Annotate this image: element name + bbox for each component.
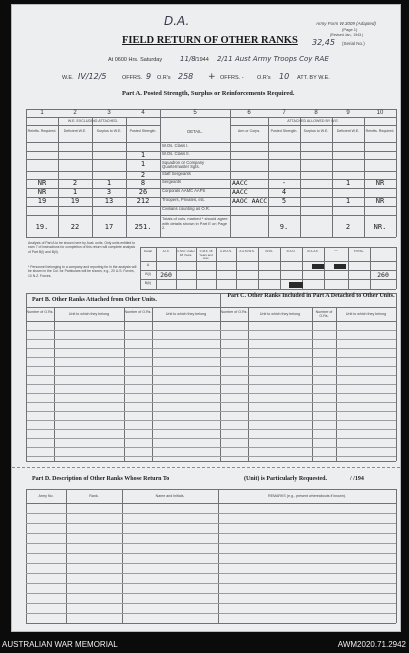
c-head-unit1: Unit to which they belong <box>259 312 301 316</box>
head-posted: Posted Strength. <box>129 129 157 133</box>
analysis-value-2-1: 260 <box>160 271 172 279</box>
page-number: (Page 1) <box>342 27 358 32</box>
offrs-value: 9 <box>146 72 152 81</box>
row-6-c4: 26 <box>138 188 148 196</box>
bc-row-rule <box>26 402 396 403</box>
head-deficient: Deficient W.E. <box>63 129 87 133</box>
col-num-3: 3 <box>107 110 111 116</box>
col-num-2: 2 <box>73 110 77 116</box>
analysis-head-3: C.M.F. Under 18 Years. <box>177 249 195 257</box>
analysis-head-6: A.A.M.W.S. <box>239 249 255 253</box>
bc-row-rule <box>26 348 396 349</box>
head-reinfts: Reinfts. Required. <box>27 129 57 133</box>
row-7-c9: 1 <box>345 197 351 205</box>
analysis-head-11: TOTAL. <box>353 249 365 253</box>
bc-right-rule <box>396 293 397 461</box>
row-5-c4: 8 <box>140 179 146 187</box>
bc-row-rule <box>26 366 396 367</box>
or-label: O.R's <box>157 75 171 81</box>
row-6-c3: 3 <box>106 188 112 196</box>
analysis-note-2: * Personnel belonging to a company and reporting for in the analysis will be shown in the Col. for Particulars will be shown, e.g., 20 U.S. Forces, 10 N.Z. Forces. <box>28 265 137 278</box>
col-num-7: 7 <box>282 110 286 116</box>
total-c9: 2 <box>345 223 351 231</box>
bc-row-rule <box>26 393 396 394</box>
d-row-rule <box>26 583 396 584</box>
bc-row-rule <box>26 330 396 331</box>
detail-heading: DETAIL. <box>187 129 203 134</box>
part-b-title: Part B. Other Ranks Attached from Other Units. <box>32 297 157 303</box>
unit-name: 2/11 Aust Army Troops Coy RAE <box>217 55 329 63</box>
analysis-head-4: C.M.F. 18 Years and over. <box>199 249 213 261</box>
row-7-c2: 19 <box>70 197 80 205</box>
d-col-rule <box>396 489 397 623</box>
d-row-rule <box>26 593 396 594</box>
archive-footer <box>0 638 409 653</box>
head-surplus: Surplus to W.E. <box>96 129 122 133</box>
row-1-detail: W.Os. Class I. <box>162 143 189 148</box>
analysis-value-2-11: 260 <box>377 271 389 279</box>
analysis-row-label-2: B(i) <box>145 272 151 276</box>
we-value: IV/12/5 <box>78 72 107 81</box>
d-head-army-no: Army No. <box>38 494 54 498</box>
bc-row-rule <box>26 339 396 340</box>
footer-accession: AWM2020.71.2942 <box>337 640 406 649</box>
d-head-rank: Rank. <box>89 494 99 498</box>
row-5-detail: Sergeants <box>162 179 182 184</box>
head-deficient-r: Deficient W.E. <box>336 129 360 133</box>
col-num-6: 6 <box>247 110 251 116</box>
d-head-name: Name and Initials. <box>155 494 185 498</box>
bc-row-rule <box>26 357 396 358</box>
d-row-rule <box>26 603 396 604</box>
report-date: 11/8 <box>180 55 196 63</box>
total-c7: 9. <box>279 223 289 231</box>
part-a-title: Part A. Posted Strength, Surplus or Reinforcements Required. <box>122 90 295 97</box>
d-bottom-rule <box>26 623 396 624</box>
part-d-title-mid: (Unit) is Particularly Requested. <box>244 476 327 482</box>
d-row-rule <box>26 563 396 564</box>
totals-detail: Totals of cols. marked * should agree with details shown in Part E on Page 2. <box>162 216 228 231</box>
redaction-ran <box>312 264 324 269</box>
row-3-c4: 1 <box>140 160 146 168</box>
group-left-heading: W.E. EXCLUDING ATTACHED. <box>67 119 119 123</box>
row-8-detail: Civilians counting as O.R. <box>162 206 210 211</box>
or2-label: O.R's <box>257 75 271 81</box>
form-sheet <box>11 4 401 632</box>
at-line-label: At 0600 Hrs. Saturday <box>108 57 163 63</box>
bc-left-rule <box>26 293 27 461</box>
col-num-1: 1 <box>40 110 44 116</box>
analysis-head-2: A.I.F. <box>162 249 170 253</box>
bc-row-rule <box>26 429 396 430</box>
d-row-rule <box>26 523 396 524</box>
offrs-label: OFFRS. <box>122 75 143 81</box>
head-reinfts-r: Reinfts. Required. <box>365 129 395 133</box>
col-num-4: 4 <box>141 110 145 116</box>
row-5-c3: 1 <box>106 179 112 187</box>
row-5-c7: - <box>281 179 287 187</box>
bc-row-rule <box>26 384 396 385</box>
bc-row-rule <box>26 411 396 412</box>
group-right-heading: ATTACHED ALLOWED BY W.E. <box>287 119 339 123</box>
d-row-rule <box>26 573 396 574</box>
part-d-date: / /194 <box>350 476 364 482</box>
row-6-detail: Corporals AAMC AAPS <box>162 188 206 193</box>
analysis-head-7: CIVIL <box>265 249 273 253</box>
analysis-col-rule <box>396 247 397 289</box>
row-7-detail: Troopers, Privates, etc. <box>162 197 206 202</box>
d-row-rule <box>26 533 396 534</box>
bc-row-rule <box>26 447 396 448</box>
row-5-c9: 1 <box>345 179 351 187</box>
form-id: Army Form W.3009 (Adapted) <box>316 21 376 26</box>
d-row-rule <box>26 543 396 544</box>
d-row-rule <box>26 553 396 554</box>
col-num-9: 9 <box>346 110 350 116</box>
corner-initials: D.A. <box>164 14 190 28</box>
c-head-unit2: Unit to which they belong <box>345 312 387 316</box>
b-head-num1: Number of O.Rs. <box>26 310 54 314</box>
or2-value: 10 <box>279 72 290 81</box>
part-d-title: Part D. Description of Other Ranks Whose Return To <box>32 476 170 482</box>
row-2-c4: 1 <box>140 151 146 159</box>
total-c2: 22 <box>70 223 80 231</box>
row-5-c2: 2 <box>72 179 78 187</box>
bc-row-rule <box>26 420 396 421</box>
analysis-row-label-3: B(ii) <box>144 281 152 285</box>
bc-bottom-rule <box>26 461 396 462</box>
plus-sign: + <box>208 72 216 82</box>
analysis-note: Analysis of Part A to be shown here by Aust. units. Only units entitled to earn 7 of instructions for completion of this return will complete analysis of Part B(i) and B(ii). <box>28 241 136 254</box>
bc-row-rule <box>26 375 396 376</box>
row-5-c10: NR <box>375 179 385 187</box>
report-year: /1944 <box>195 57 209 63</box>
row-6-arm: AACC <box>232 188 248 196</box>
perforation-line <box>12 467 400 468</box>
c-head-num2: Number of O.Rs. <box>315 310 333 318</box>
row-5-arm: AACC <box>232 179 248 187</box>
analysis-head-5: A.W.A.S. <box>219 249 232 253</box>
row-6-c2: 1 <box>72 188 78 196</box>
row-7-arm: AAOC AACC <box>232 197 268 205</box>
c-head-num1: Number of O.Rs. <box>220 310 248 314</box>
row-7-c7: 5 <box>281 197 287 205</box>
att-label: ATT. BY W.E. <box>297 75 330 81</box>
b-head-unit2: Unit to which they belong <box>165 312 207 316</box>
analysis-head-1: Detail <box>144 249 152 253</box>
total-c1: 19. <box>35 223 49 231</box>
row-7-c10: NR <box>375 197 385 205</box>
head-posted-r: Posted Strength. <box>270 129 298 133</box>
bc-row-rule <box>26 438 396 439</box>
row-3-detail: Squadron or Company Quartermaster Sgts. <box>162 160 205 170</box>
d-head-remarks: REMARKS (e.g., present whereabouts if known). <box>268 494 346 498</box>
head-arm: Arm or Corps. <box>237 129 261 133</box>
b-head-num2: Number of O.Rs. <box>124 310 152 314</box>
footer-credit: AUSTRALIAN WAR MEMORIAL <box>2 640 118 649</box>
analysis-row-label-1: A <box>146 263 150 267</box>
d-row-rule <box>26 613 396 614</box>
bc-row-rule <box>26 456 396 457</box>
col-num-5: 5 <box>193 110 197 116</box>
row-6-c1: NR <box>37 188 47 196</box>
d-row-rule <box>26 513 396 514</box>
part-c-title: Part C. Other Ranks Included in Part A Detached to Other Units. <box>227 293 395 299</box>
or-value: 258 <box>178 72 194 81</box>
analysis-head-10: * * <box>334 249 338 253</box>
form-title: FIELD RETURN OF OTHER RANKS <box>122 35 298 46</box>
revised-date: (Revised Jan., 1943.) <box>330 33 364 37</box>
analysis-head-8: R.A.N. <box>286 249 296 253</box>
row-7-c3: 13 <box>104 197 114 205</box>
row-6-c7: 4 <box>281 188 287 196</box>
col-num-10: 10 <box>376 110 384 116</box>
offrs2-label: OFFRS. - <box>220 75 244 81</box>
b-head-unit1: Unit to which they belong <box>68 312 110 316</box>
row-2-detail: W.Os. Class II. <box>162 151 190 156</box>
row-7-c1: 19 <box>37 197 47 205</box>
head-surplus-r: Surplus to W.E. <box>303 129 329 133</box>
redaction-civil <box>289 282 303 288</box>
col-num-8: 8 <box>314 110 318 116</box>
total-c3: 17 <box>104 223 114 231</box>
analysis-head-9: R.A.A.F. <box>307 249 319 253</box>
total-c10: NR. <box>373 223 387 231</box>
row-5-c1: NR <box>37 179 47 187</box>
analysis-col-rule <box>370 247 371 289</box>
we-label: W.E. <box>62 75 74 81</box>
serial-number: 32,45 <box>312 38 335 47</box>
row-4-c4: 2 <box>140 171 146 179</box>
row-7-c4: 212 <box>136 197 150 205</box>
row-4-detail: Staff Sergeants <box>162 171 191 176</box>
total-c4: 251. <box>134 223 152 231</box>
redaction-raaf <box>334 264 346 269</box>
serial-label: (Serial No.) <box>342 41 365 46</box>
